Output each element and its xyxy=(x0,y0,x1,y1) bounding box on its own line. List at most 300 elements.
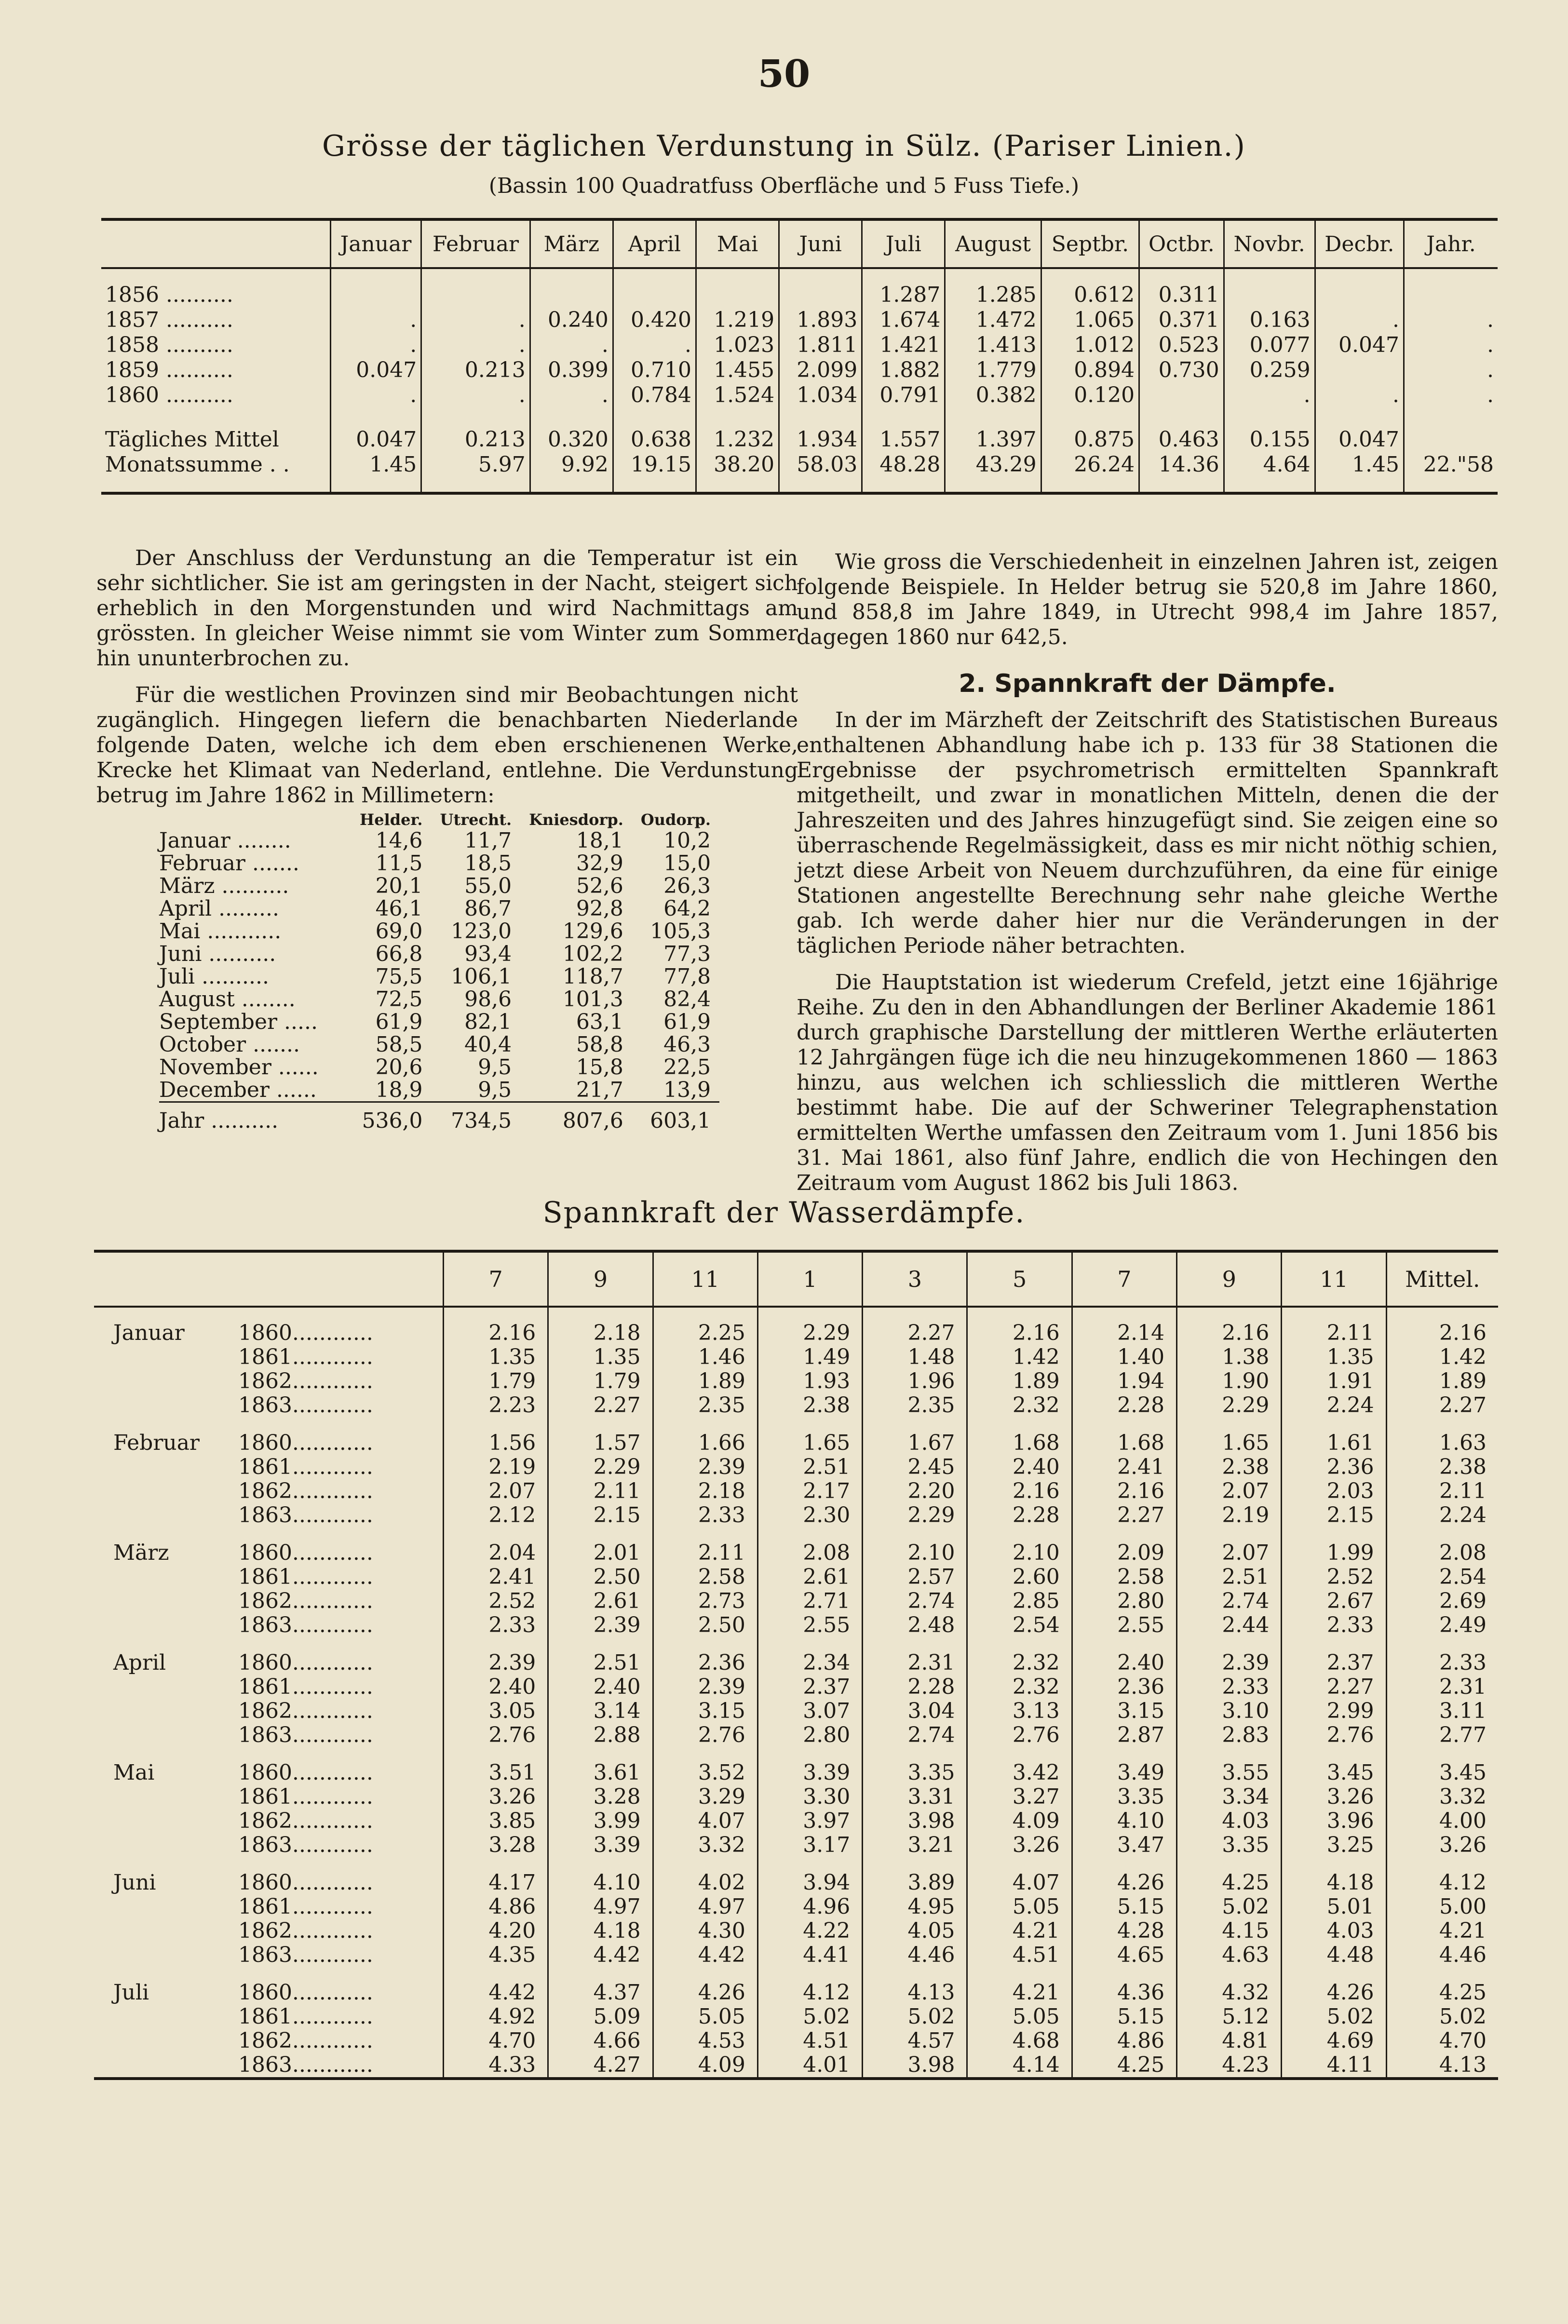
table-cell: 3.32 xyxy=(1386,1785,1498,1809)
table-cell: 536,0 xyxy=(351,1102,432,1133)
table-cell: 2.18 xyxy=(548,1307,653,1345)
table-cell: 3.34 xyxy=(1177,1785,1282,1809)
table-cell: 2.07 xyxy=(1177,1527,1282,1565)
table-row xyxy=(94,1527,1498,1565)
table-cell: 77,3 xyxy=(663,942,711,966)
table-cell: 4.86 xyxy=(444,1895,548,1919)
year-label: 1860............ xyxy=(238,1760,373,1785)
table-row xyxy=(94,1565,1498,1589)
month-label: April xyxy=(113,1650,166,1675)
table-cell: 2.40 xyxy=(967,1455,1072,1479)
table-cell: 1.68 xyxy=(967,1418,1072,1455)
table-cell: 0.047 xyxy=(1315,427,1404,452)
table-cell: 129,6 xyxy=(562,919,623,944)
table-cell: 2.08 xyxy=(1386,1527,1498,1565)
year-label: 1861............ xyxy=(238,1894,373,1919)
column-header: Helder. xyxy=(360,811,423,829)
table-cell: 1.285 xyxy=(945,268,1041,308)
table-cell: 2.36 xyxy=(1282,1455,1386,1479)
table-row xyxy=(94,1589,1498,1613)
table-cell: 4.63 xyxy=(1177,1943,1282,1967)
table-cell: 2.15 xyxy=(548,1503,653,1527)
table-cell: . xyxy=(1315,383,1404,408)
table-cell: 2.40 xyxy=(444,1675,548,1699)
table-cell: 19.15 xyxy=(613,452,696,493)
table-cell: 2.51 xyxy=(1177,1565,1282,1589)
table-cell: 4.51 xyxy=(757,2029,862,2053)
column-header: 9 xyxy=(548,1251,653,1307)
table-cell: 0.155 xyxy=(1224,427,1315,452)
table-cell: 1.96 xyxy=(863,1369,967,1393)
table-cell: 2.32 xyxy=(967,1637,1072,1675)
summary-row xyxy=(101,452,1498,493)
table-cell: 48.28 xyxy=(862,452,945,493)
month-label xyxy=(94,1393,238,1418)
column-header: Novbr. xyxy=(1224,219,1315,268)
table-cell: 1.065 xyxy=(1041,308,1139,333)
table-cell: August ........ xyxy=(159,987,296,1012)
table-cell: 2.49 xyxy=(1386,1613,1498,1637)
table-cell: 2.33 xyxy=(1386,1637,1498,1675)
table-cell: 4.26 xyxy=(1282,1967,1386,2005)
table-cell: 2.74 xyxy=(863,1723,967,1747)
table-cell: 0.077 xyxy=(1224,333,1315,358)
table-cell: 2.25 xyxy=(653,1307,757,1345)
table-cell: Mai ........... xyxy=(159,919,282,944)
table-cell: 5.97 xyxy=(421,452,530,493)
table-cell: 3.17 xyxy=(757,1833,862,1857)
table-cell: 15,0 xyxy=(663,851,711,876)
table-cell xyxy=(530,268,613,308)
table-cell: 1.397 xyxy=(945,427,1041,452)
table-cell: 2.099 xyxy=(779,358,862,383)
table-cell: 4.42 xyxy=(548,1943,653,1967)
table-cell: 3.98 xyxy=(863,2053,967,2079)
month-label xyxy=(94,1345,238,1369)
table-cell xyxy=(696,268,779,308)
table-cell: 4.07 xyxy=(653,1809,757,1833)
table-cell: 4.17 xyxy=(444,1857,548,1895)
column-header: Juli xyxy=(862,219,945,268)
table-row xyxy=(94,1345,1498,1369)
table-cell: 1.91 xyxy=(1282,1369,1386,1393)
section-heading: 2. Spannkraft der Dämpfe. xyxy=(959,669,1336,698)
table-cell: 3.32 xyxy=(653,1833,757,1857)
table-cell: 3.55 xyxy=(1177,1747,1282,1785)
table-cell: 82,4 xyxy=(663,987,711,1012)
table-cell: 4.26 xyxy=(653,1967,757,2005)
table-cell: 3.42 xyxy=(967,1747,1072,1785)
table-cell: 1.034 xyxy=(779,383,862,408)
spacer-cell xyxy=(696,408,779,427)
month-label: März xyxy=(113,1540,169,1565)
table-cell: 0.791 xyxy=(862,383,945,408)
table-cell: 0.047 xyxy=(1315,333,1404,358)
table-cell: 4.41 xyxy=(757,1943,862,1967)
table-cell: 4.20 xyxy=(444,1919,548,1943)
table-cell: 3.15 xyxy=(1072,1699,1176,1723)
table-cell: 38.20 xyxy=(696,452,779,493)
table-cell: 1.63 xyxy=(1386,1418,1498,1455)
table-cell: 1.35 xyxy=(548,1345,653,1369)
table-row xyxy=(94,1637,1498,1675)
month-label xyxy=(94,1895,238,1919)
table-cell: 3.11 xyxy=(1386,1699,1498,1723)
table-cell: 11,7 xyxy=(464,828,512,853)
table-cell: 2.85 xyxy=(967,1589,1072,1613)
table-cell: 1.893 xyxy=(779,308,862,333)
table-cell: 3.97 xyxy=(757,1809,862,1833)
table-cell: 1858 .......... xyxy=(105,333,233,357)
table-cell: 3.85 xyxy=(444,1809,548,1833)
table-cell: Jahr .......... xyxy=(159,1102,351,1133)
table-cell: 2.52 xyxy=(1282,1565,1386,1589)
table-row xyxy=(94,2005,1498,2029)
table-row xyxy=(159,988,719,1011)
table-cell: 4.03 xyxy=(1282,1919,1386,1943)
table-cell: 2.18 xyxy=(653,1479,757,1503)
table-cell: 1.882 xyxy=(862,358,945,383)
table-cell xyxy=(779,268,862,308)
table-row xyxy=(159,852,719,875)
table-cell: 75,5 xyxy=(375,964,423,989)
table-cell: 22,5 xyxy=(663,1055,711,1080)
page-number: 50 xyxy=(757,52,811,96)
table-cell: 2.16 xyxy=(444,1307,548,1345)
table-cell: 3.49 xyxy=(1072,1747,1176,1785)
table-cell: December ...... xyxy=(159,1078,317,1102)
table-row xyxy=(159,897,719,920)
summary-row xyxy=(101,427,1498,452)
table-cell: 2.23 xyxy=(444,1393,548,1418)
table-cell: . xyxy=(1404,383,1498,408)
table-cell: 4.10 xyxy=(1072,1809,1176,1833)
table-cell: 106,1 xyxy=(451,964,512,989)
table-row xyxy=(94,1675,1498,1699)
table-cell: 2.11 xyxy=(548,1479,653,1503)
spacer-row xyxy=(101,408,1498,427)
table-cell: März .......... xyxy=(159,874,289,898)
year-label: 1863............ xyxy=(238,2053,373,2077)
table-cell: 14.36 xyxy=(1139,452,1224,493)
year-label: 1862............ xyxy=(238,1809,373,1833)
year-label: 1863............ xyxy=(238,1833,373,1857)
table-row xyxy=(159,1033,719,1056)
table-cell: 4.09 xyxy=(653,2053,757,2079)
table-row xyxy=(101,268,1498,308)
table-cell: 18,9 xyxy=(375,1078,423,1102)
total-row xyxy=(159,1102,719,1133)
table-cell: 1.45 xyxy=(330,452,421,493)
table-cell: 102,2 xyxy=(562,942,623,966)
table-cell: 2.76 xyxy=(967,1723,1072,1747)
table-cell: 0.875 xyxy=(1041,427,1139,452)
month-label xyxy=(94,1809,238,1833)
table-cell: 4.32 xyxy=(1177,1967,1282,2005)
table-row xyxy=(159,875,719,897)
spacer-cell xyxy=(101,408,330,427)
spacer-cell xyxy=(1139,408,1224,427)
table-cell: 4.28 xyxy=(1072,1919,1176,1943)
table-cell: 2.29 xyxy=(548,1455,653,1479)
table-cell: 1.46 xyxy=(653,1345,757,1369)
table-cell: 2.74 xyxy=(863,1589,967,1613)
table-row xyxy=(159,829,719,852)
table-cell: 4.95 xyxy=(863,1895,967,1919)
table-cell: 0.399 xyxy=(530,358,613,383)
table-cell: 4.21 xyxy=(967,1967,1072,2005)
year-label: 1862............ xyxy=(238,1589,373,1613)
table-cell: 58,8 xyxy=(576,1032,623,1057)
table-cell: 2.39 xyxy=(1177,1637,1282,1675)
table-cell: October ....... xyxy=(159,1032,300,1057)
table-cell: . xyxy=(421,383,530,408)
table-cell: Monatssumme . . xyxy=(105,452,290,477)
table-cell: 26,3 xyxy=(663,874,711,898)
table-cell: 2.27 xyxy=(863,1307,967,1345)
netherlands-table xyxy=(159,810,719,1132)
spacer-cell xyxy=(1315,408,1404,427)
table-cell: 2.54 xyxy=(1386,1565,1498,1589)
table-cell: 4.51 xyxy=(967,1943,1072,1967)
table-cell: 1.779 xyxy=(945,358,1041,383)
table-cell: 2.41 xyxy=(1072,1455,1176,1479)
table-cell: 2.40 xyxy=(1072,1637,1176,1675)
table-cell: 4.57 xyxy=(863,2029,967,2053)
spacer-cell xyxy=(1404,408,1498,427)
table-cell: 22."58 xyxy=(1404,452,1498,493)
year-label: 1863............ xyxy=(238,1613,373,1637)
table-cell: Februar ....... xyxy=(159,851,299,876)
table-cell: 5.05 xyxy=(653,2005,757,2029)
table-cell: 2.03 xyxy=(1282,1479,1386,1503)
table-cell: . xyxy=(613,333,696,358)
right-column-bottom xyxy=(797,708,1498,1207)
table-cell: 3.27 xyxy=(967,1785,1072,1809)
table-cell: 1.42 xyxy=(967,1345,1072,1369)
table-cell: 2.87 xyxy=(1072,1723,1176,1747)
vapour-title: Spannkraft der Wasserdämpfe. xyxy=(542,1196,1026,1230)
table-cell: 2.11 xyxy=(653,1527,757,1565)
year-label: 1862............ xyxy=(238,2028,373,2053)
table-row xyxy=(94,1857,1498,1895)
table-cell: 2.61 xyxy=(757,1565,862,1589)
column-header: Jahr. xyxy=(1404,219,1498,268)
table-cell: 2.74 xyxy=(1177,1589,1282,1613)
table-cell: 2.76 xyxy=(444,1723,548,1747)
table-cell: 1.557 xyxy=(862,427,945,452)
table-cell: 3.98 xyxy=(863,1809,967,1833)
table-cell: 5.02 xyxy=(863,2005,967,2029)
column-header: Juni xyxy=(779,219,862,268)
column-header: 5 xyxy=(967,1251,1072,1307)
year-label: 1861............ xyxy=(238,1565,373,1589)
table-cell: 1.66 xyxy=(653,1418,757,1455)
table-cell: 1.89 xyxy=(1386,1369,1498,1393)
table-cell: 4.23 xyxy=(1177,2053,1282,2079)
table-cell: 5.09 xyxy=(548,2005,653,2029)
table-cell: 2.10 xyxy=(967,1527,1072,1565)
table-cell: 3.31 xyxy=(863,1785,967,1809)
month-label: Juni xyxy=(113,1870,156,1895)
table-cell: 1.93 xyxy=(757,1369,862,1393)
table-cell: 13,9 xyxy=(663,1078,711,1102)
table-cell: 66,8 xyxy=(375,942,423,966)
table-cell: 21,7 xyxy=(576,1078,623,1102)
table-cell xyxy=(1404,268,1498,308)
table-cell: 1.42 xyxy=(1386,1345,1498,1369)
table-cell: 2.83 xyxy=(1177,1723,1282,1747)
year-label: 1861............ xyxy=(238,1455,373,1479)
table-cell: 4.42 xyxy=(444,1967,548,2005)
table-cell: . xyxy=(1404,308,1498,333)
table-row xyxy=(159,965,719,988)
table-cell: 1.524 xyxy=(696,383,779,408)
right-paragraph-2: In der im Märzheft der Zeitschrift des Statistischen Bureaus enthaltenen Abhandlung habe ich p. 133 für 38 Stationen die Ergebnisse der psychrometrisch ermittelten Spannkraft mitgetheilt, und zwar in monatlichen Mitteln, denen die der Jahreszeiten und des Jahres hinzugefügt sind. Sie zeigen eine so überraschende Regelmässigkeit, dass es mir nicht nöthig schien, jetzt diese Arbeit von Neuem durchzuführen, da eine für einige Stationen angestellte Berechnung sehr nahe gleiche Werthe gab. Ich werde daher hier nur die Veränderungen in der täglichen Periode näher betrachten. xyxy=(797,708,1498,958)
table-cell: 1.68 xyxy=(1072,1418,1176,1455)
table-cell: 1.79 xyxy=(548,1369,653,1393)
column-header: 9 xyxy=(1177,1251,1282,1307)
table-row xyxy=(94,1503,1498,1527)
column-header: März xyxy=(530,219,613,268)
table-cell: 0.047 xyxy=(330,358,421,383)
table-cell: 4.15 xyxy=(1177,1919,1282,1943)
table-cell: 4.66 xyxy=(548,2029,653,2053)
table-cell: . xyxy=(1315,308,1404,333)
table-cell: 2.67 xyxy=(1282,1589,1386,1613)
table-cell: 3.94 xyxy=(757,1857,862,1895)
table-row xyxy=(101,383,1498,408)
table-cell: . xyxy=(330,383,421,408)
column-header: Mai xyxy=(696,219,779,268)
table-cell: 2.14 xyxy=(1072,1307,1176,1345)
table-cell: 1.49 xyxy=(757,1345,862,1369)
table-cell: 5.02 xyxy=(757,2005,862,2029)
table-cell: 2.38 xyxy=(757,1393,862,1418)
table-cell: 2.16 xyxy=(967,1479,1072,1503)
table-cell: . xyxy=(1404,358,1498,383)
table-cell: 20,6 xyxy=(375,1055,423,1080)
table-cell: 1.48 xyxy=(863,1345,967,1369)
month-label: Mai xyxy=(113,1760,155,1785)
table-cell: 0.382 xyxy=(945,383,1041,408)
table-cell: 0.894 xyxy=(1041,358,1139,383)
table-cell: 807,6 xyxy=(520,1102,632,1133)
column-header: 1 xyxy=(757,1251,862,1307)
table-cell: 2.69 xyxy=(1386,1589,1498,1613)
table-cell: 2.35 xyxy=(863,1393,967,1418)
table-cell: 2.76 xyxy=(1282,1723,1386,1747)
table-row xyxy=(101,308,1498,333)
table-cell: 1.674 xyxy=(862,308,945,333)
table-cell: 2.16 xyxy=(967,1307,1072,1345)
table-cell: 4.13 xyxy=(863,1967,967,2005)
table-row xyxy=(94,1919,1498,1943)
table-cell: 52,6 xyxy=(576,874,623,898)
table-cell: 1.94 xyxy=(1072,1369,1176,1393)
table-cell: 4.42 xyxy=(653,1943,757,1967)
table-cell: 26.24 xyxy=(1041,452,1139,493)
table-cell: 2.73 xyxy=(653,1589,757,1613)
table-cell: 118,7 xyxy=(562,964,623,989)
evaporation-subtitle: (Bassin 100 Quadratfuss Oberfläche und 5 Fuss Tiefe.) xyxy=(488,174,1080,198)
table-row xyxy=(159,1056,719,1079)
table-cell: 61,9 xyxy=(375,1010,423,1034)
table-cell xyxy=(1224,268,1315,308)
table-cell: 2.29 xyxy=(757,1307,862,1345)
spacer-cell xyxy=(945,408,1041,427)
table-cell: 0.463 xyxy=(1139,427,1224,452)
table-cell: 2.04 xyxy=(444,1527,548,1565)
table-cell: 4.46 xyxy=(863,1943,967,1967)
table-cell: 2.33 xyxy=(1282,1613,1386,1637)
table-cell: 2.28 xyxy=(1072,1393,1176,1418)
table-cell: 4.03 xyxy=(1177,1809,1282,1833)
table-cell: 4.46 xyxy=(1386,1943,1498,1967)
table-cell: 0.638 xyxy=(613,427,696,452)
right-paragraph-3: Die Hauptstation ist wiederum Crefeld, jetzt eine 16jährige Reihe. Zu den in den Abhandlungen der Berliner Akademie 1861 durch graphische Darstellung der mittleren Werthe erläuterten 12 Jahrgängen füge ich die neu hinzugekommenen 1860 — 1863 hinzu, aus welchen ich schliesslich die mittleren Werthe bestimmt habe. Die auf der Schweriner Telegraphenstation ermittelten Werthe umfassen den Zeitraum vom 1. Juni 1856 bis 31. Mai 1861, also fünf Jahre, endlich die von Hechingen den Zeitraum vom August 1862 bis Juli 1863. xyxy=(797,970,1498,1195)
table-row xyxy=(94,1699,1498,1723)
table-cell: 1860 .......... xyxy=(105,383,233,407)
table-cell: 5.05 xyxy=(967,1895,1072,1919)
table-cell: 58,5 xyxy=(375,1032,423,1057)
table-cell: 2.27 xyxy=(1072,1503,1176,1527)
table-cell: 5.05 xyxy=(967,2005,1072,2029)
table-cell: 2.11 xyxy=(1282,1307,1386,1345)
table-cell: 2.28 xyxy=(863,1675,967,1699)
table-cell: 4.30 xyxy=(653,1919,757,1943)
table-cell: 63,1 xyxy=(576,1010,623,1034)
table-cell: 0.710 xyxy=(613,358,696,383)
year-label: 1860............ xyxy=(238,1870,373,1895)
table-cell: 1.89 xyxy=(967,1369,1072,1393)
month-label xyxy=(94,1479,238,1503)
table-cell: 1.219 xyxy=(696,308,779,333)
vapour-header-row xyxy=(94,1251,1498,1307)
table-row xyxy=(94,1967,1498,2005)
table-row xyxy=(94,2029,1498,2053)
spacer-cell xyxy=(421,408,530,427)
month-label xyxy=(94,1833,238,1857)
table-cell: 4.21 xyxy=(1386,1919,1498,1943)
table-cell: November ...... xyxy=(159,1055,319,1080)
table-cell: 4.96 xyxy=(757,1895,862,1919)
table-cell: 1.455 xyxy=(696,358,779,383)
table-cell: 3.26 xyxy=(444,1785,548,1809)
table-cell: 2.37 xyxy=(757,1675,862,1699)
table-cell: 11,5 xyxy=(375,851,423,876)
table-cell: 4.09 xyxy=(967,1809,1072,1833)
year-label: 1861............ xyxy=(238,1345,373,1369)
table-cell: 0.213 xyxy=(421,427,530,452)
table-cell: 9,5 xyxy=(478,1055,512,1080)
table-cell: 2.51 xyxy=(548,1637,653,1675)
year-label: 1861............ xyxy=(238,2004,373,2029)
table-cell: 2.36 xyxy=(653,1637,757,1675)
table-cell: 4.12 xyxy=(757,1967,862,2005)
table-cell: . xyxy=(330,308,421,333)
table-cell: 77,8 xyxy=(663,964,711,989)
column-header: Decbr. xyxy=(1315,219,1404,268)
table-cell: 2.44 xyxy=(1177,1613,1282,1637)
table-cell: 0.047 xyxy=(330,427,421,452)
table-cell: 2.33 xyxy=(1177,1675,1282,1699)
table-cell: 4.18 xyxy=(1282,1857,1386,1895)
table-cell: 3.45 xyxy=(1282,1747,1386,1785)
table-cell: 2.29 xyxy=(863,1503,967,1527)
table-cell: 4.69 xyxy=(1282,2029,1386,2053)
table-cell: 4.22 xyxy=(757,1919,862,1943)
